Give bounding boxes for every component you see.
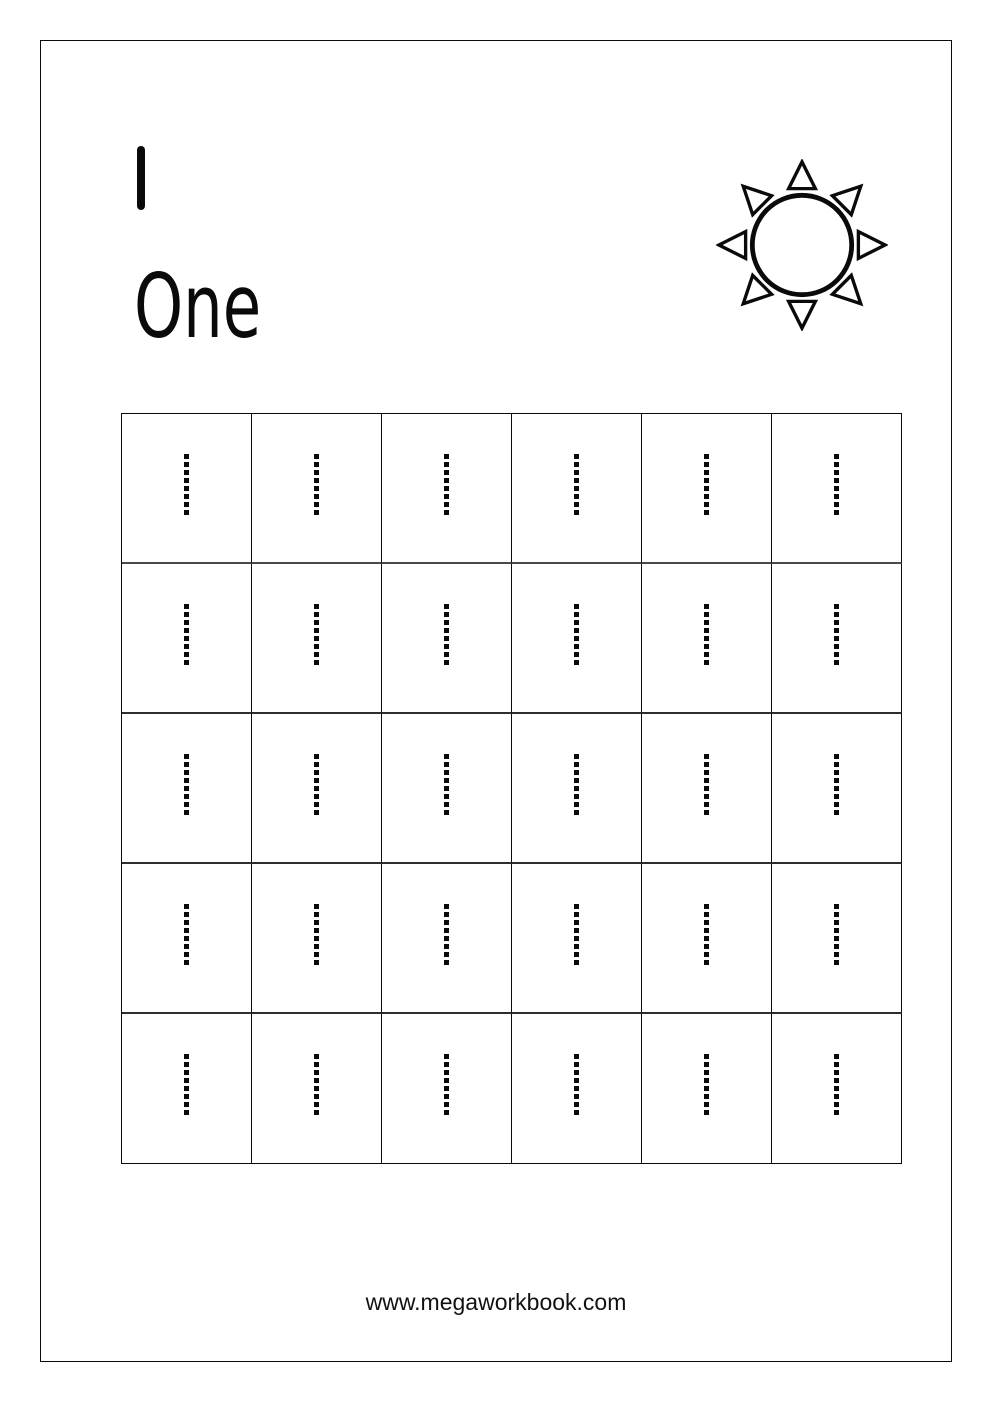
dashed-numeral-1 bbox=[704, 904, 709, 966]
sun-icon bbox=[716, 159, 888, 331]
tracing-cell bbox=[642, 564, 772, 714]
tracing-cell bbox=[772, 1014, 902, 1164]
dashed-numeral-1 bbox=[314, 904, 319, 966]
tracing-cell bbox=[512, 564, 642, 714]
tracing-cell bbox=[252, 864, 382, 1014]
dashed-numeral-1 bbox=[574, 754, 579, 816]
tracing-cell bbox=[382, 564, 512, 714]
dashed-numeral-1 bbox=[314, 604, 319, 666]
tracing-grid bbox=[121, 413, 902, 1164]
tracing-cell bbox=[512, 714, 642, 864]
tracing-cell bbox=[512, 414, 642, 564]
tracing-cell bbox=[772, 864, 902, 1014]
tracing-cell bbox=[772, 564, 902, 714]
dashed-numeral-1 bbox=[834, 454, 839, 516]
tracing-cell bbox=[252, 1014, 382, 1164]
tracing-cell bbox=[642, 1014, 772, 1164]
tracing-cell bbox=[252, 564, 382, 714]
dashed-numeral-1 bbox=[574, 904, 579, 966]
dashed-numeral-1 bbox=[574, 1054, 579, 1116]
tracing-cell bbox=[382, 414, 512, 564]
dashed-numeral-1 bbox=[314, 1054, 319, 1116]
tracing-cell bbox=[642, 714, 772, 864]
tracing-cell bbox=[642, 864, 772, 1014]
numeral-1 bbox=[137, 146, 145, 210]
tracing-cell bbox=[122, 414, 252, 564]
dashed-numeral-1 bbox=[704, 454, 709, 516]
website-url: www.megaworkbook.com bbox=[365, 1289, 627, 1315]
dashed-numeral-1 bbox=[184, 604, 189, 666]
number-word: One bbox=[134, 255, 262, 358]
dashed-numeral-1 bbox=[444, 1054, 449, 1116]
dashed-numeral-1 bbox=[704, 754, 709, 816]
tracing-cell bbox=[122, 864, 252, 1014]
dashed-numeral-1 bbox=[184, 904, 189, 966]
dashed-numeral-1 bbox=[704, 604, 709, 666]
tracing-cell bbox=[122, 1014, 252, 1164]
dashed-numeral-1 bbox=[184, 454, 189, 516]
dashed-numeral-1 bbox=[574, 604, 579, 666]
tracing-cell bbox=[252, 714, 382, 864]
tracing-cell bbox=[772, 714, 902, 864]
tracing-cell bbox=[512, 1014, 642, 1164]
tracing-cell bbox=[382, 1014, 512, 1164]
dashed-numeral-1 bbox=[574, 454, 579, 516]
tracing-cell bbox=[382, 864, 512, 1014]
dashed-numeral-1 bbox=[834, 904, 839, 966]
dashed-numeral-1 bbox=[444, 754, 449, 816]
dashed-numeral-1 bbox=[314, 754, 319, 816]
dashed-numeral-1 bbox=[834, 604, 839, 666]
dashed-numeral-1 bbox=[314, 454, 319, 516]
tracing-cell bbox=[122, 714, 252, 864]
tracing-cell bbox=[382, 714, 512, 864]
tracing-cell bbox=[512, 864, 642, 1014]
dashed-numeral-1 bbox=[834, 754, 839, 816]
tracing-cell bbox=[772, 414, 902, 564]
tracing-cell bbox=[122, 564, 252, 714]
dashed-numeral-1 bbox=[444, 604, 449, 666]
tracing-cell bbox=[642, 414, 772, 564]
dashed-numeral-1 bbox=[834, 1054, 839, 1116]
dashed-numeral-1 bbox=[444, 454, 449, 516]
tracing-cell bbox=[252, 414, 382, 564]
dashed-numeral-1 bbox=[184, 1054, 189, 1116]
dashed-numeral-1 bbox=[184, 754, 189, 816]
dashed-numeral-1 bbox=[704, 1054, 709, 1116]
dashed-numeral-1 bbox=[444, 904, 449, 966]
